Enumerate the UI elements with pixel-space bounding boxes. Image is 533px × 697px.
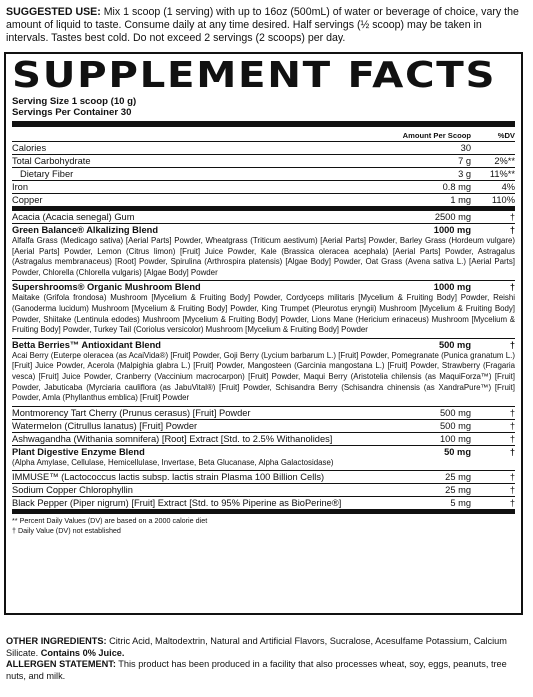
suggested-use-text: Mix 1 scoop (1 serving) with up to 16oz (500mL) of water or beverage of choice, vary the amount of liquid to taste. Consume daily at any time desired. Half servings (½ scoop) may be taken in intervals. Tastes best cold. Do not exceed 2 servings (2 scoops) per day. xyxy=(6,6,519,44)
ingredient-row xyxy=(12,420,515,433)
nutrient-row xyxy=(12,168,515,181)
ingredient-amount: 500 mg xyxy=(439,420,471,431)
suggested-use xyxy=(6,6,527,45)
dv-header: %DV xyxy=(497,131,515,140)
panel-title: SUPPLEMENT FACTS xyxy=(12,55,497,96)
ingredient-row xyxy=(12,484,515,497)
ingredient-line xyxy=(12,484,515,496)
nutrient-name: Copper xyxy=(12,195,43,205)
ingredient-row xyxy=(12,281,515,338)
ingredient-dv: † xyxy=(509,498,515,509)
ingredient-blend-description: Acai Berry (Euterpe oleracea (as AcaiVida®) [Fruit] Powder, Goji Berry (Lycium barbarum L.) [Fruit] Powder, Pomegranate (Punica granatum L.) [Fruit] Juice Powder, Acerola (Malpighia glabra L.) [Fruit] Powder, Mangosteen (Garcinia mangostana L.) [Fruit] Powder, Strawberry (Fragaria vesca) [Fruit] Juice Powder, Cranberry (Vaccinium macrocarpon) [Fruit] Powder, Maqui Berry (Aristotelia chilensis (as MaquiForza™) [Fruit] Powder, Jabuticaba (Myrciaria cauliflora (as JabuVital®) [Fruit] Powder, Schisandra Berry (Schisandra chinensis (as XandraPure™) [Fruit] Powder, Amla (Phyllanthus emblica) [Fruit] Powder xyxy=(12,350,515,403)
ingredient-blend-description: Maitake (Grifola frondosa) Mushroom [Mycelium & Fruiting Body] Powder, Cordyceps militaris [Mycelium & Fruiting Body] Powder, Reishi (Ganoderma lucidum) Mushroom [Mycelium & Fruiting Body] Powder, King Trumpet (Pleurotus eryngii) Mushroom [Mycelium & Fruiting Body] Powder, Shiitake (Lentinula edodes) Mushroom [Mycelium & Fruiting Body] Powder, Lions Mane (Hericium erinaceus) Mushroom [Mycelium & Fruiting Body] Powder, Turkey Tail (Coriolus versicolor) Mushroom [Mycelium & Fruiting Body] Powder xyxy=(12,293,515,335)
ingredient-amount: 500 mg xyxy=(438,339,471,350)
nutrient-name: Iron xyxy=(12,182,29,192)
other-ingredients-label: OTHER INGREDIENTS: xyxy=(6,636,107,646)
nutrient-name: Total Carbohydrate xyxy=(12,156,91,166)
allergen-statement xyxy=(6,659,527,682)
ingredient-row xyxy=(12,339,515,407)
ingredient-name: Watermelon (Citrullus lanatus) [Fruit] Powder xyxy=(12,420,198,431)
ingredient-amount: 1000 mg xyxy=(433,282,471,293)
juice-statement: Contains 0% Juice. xyxy=(40,647,125,658)
ingredient-line xyxy=(12,281,515,293)
ingredient-line xyxy=(12,407,515,419)
ingredient-line xyxy=(12,446,515,458)
nutrient-amount: 30 xyxy=(460,143,471,153)
nutrient-amount: 3 g xyxy=(458,169,471,179)
ingredient-row xyxy=(12,211,515,224)
ingredient-dv: † xyxy=(509,407,515,418)
nutrient-row xyxy=(12,194,515,207)
ingredient-dv: † xyxy=(509,446,515,457)
ingredient-name: Supershrooms® Organic Mushroom Blend xyxy=(12,282,201,293)
ingredient-name: Plant Digestive Enzyme Blend xyxy=(12,446,145,457)
ingredient-amount: 100 mg xyxy=(439,433,471,444)
ingredient-amount: 2500 mg xyxy=(434,212,471,222)
ingredient-row xyxy=(12,224,515,281)
ingredient-dv: † xyxy=(509,225,515,235)
suggested-use-label: SUGGESTED USE: xyxy=(6,6,101,18)
nutrient-amount: 0.8 mg xyxy=(442,182,471,192)
ingredient-dv: † xyxy=(509,472,515,483)
ingredient-list xyxy=(12,211,515,510)
other-ingredients-text: Citric Acid, Maltodextrin, Natural and Artificial Flavors, Sucralose, Acesulfame Potassium, Calcium Silicate. xyxy=(6,636,507,658)
ingredient-line xyxy=(12,433,515,445)
footnote-dagger: † Daily Value (DV) not established xyxy=(12,525,121,535)
ingredient-row xyxy=(12,446,515,472)
ingredient-name: Betta Berries™ Antioxidant Blend xyxy=(12,339,161,350)
supplement-facts-panel xyxy=(4,52,523,615)
ingredient-dv: † xyxy=(509,420,515,431)
nutrient-row xyxy=(12,181,515,194)
ingredient-row xyxy=(12,471,515,484)
ingredient-dv: † xyxy=(509,339,515,350)
serving-size: Serving Size 1 scoop (10 g) xyxy=(12,96,137,107)
servings-per-container: Servings Per Container 30 xyxy=(12,107,132,118)
ingredient-amount: 500 mg xyxy=(439,407,471,418)
ingredient-line xyxy=(12,211,515,223)
nutrient-name: Calories xyxy=(12,143,47,153)
ingredient-line xyxy=(12,224,515,236)
other-ingredients xyxy=(6,636,527,659)
nutrient-name: Dietary Fiber xyxy=(20,169,74,179)
nutrient-dv: 11%** xyxy=(489,169,515,179)
amount-header: Amount Per Scoop xyxy=(402,131,471,140)
ingredient-dv: † xyxy=(509,282,515,293)
ingredient-blend-description: (Alpha Amylase, Cellulase, Hemicellulase, Invertase, Beta Glucanase, Alpha Galactosidase) xyxy=(12,457,334,467)
ingredient-line xyxy=(12,420,515,432)
ingredient-name: IMMUSE™ (Lactococcus lactis subsp. lactis strain Plasma 100 Billion Cells) xyxy=(12,472,325,483)
ingredient-amount: 5 mg xyxy=(450,498,471,509)
nutrient-dv: 110% xyxy=(491,195,515,205)
ingredient-dv: † xyxy=(509,433,515,444)
ingredient-name: Green Balance® Alkalizing Blend xyxy=(12,225,158,235)
allergen-label: ALLERGEN STATEMENT: xyxy=(6,659,116,670)
ingredient-amount: 25 mg xyxy=(445,485,471,496)
ingredient-dv: † xyxy=(509,485,515,496)
ingredient-blend-description: Alfalfa Grass (Medicago sativa) [Aerial Parts] Powder, Wheatgrass (Triticum aestivum) [Aerial Parts] Powder, Barley Grass (Hordeum vulgare) [Aerial Parts] Powder, Lemon (Citrus limon) [Fruit] Juice Powder, Kale (Brassica oleracea acephala) [Aerial Parts] Powder, Astragalus (Astragalus membranaceus) [Root] Powder, Spirulina (Arthrospira platensis) [Algae Body] Powder, Oat Grass (Avena sativa L.) [Aerial Parts] Powder, Chlorella (Chlorella vulgaris) [Algae Body] Powder xyxy=(12,236,515,277)
ingredient-name: Acacia (Acacia senegal) Gum xyxy=(12,212,135,222)
bottom-statements xyxy=(6,636,527,682)
column-header xyxy=(12,127,515,142)
ingredient-line xyxy=(12,497,515,509)
ingredient-name: Black Pepper (Piper nigrum) [Fruit] Extract [Std. to 95% Piperine as BioPerine®] xyxy=(12,498,342,509)
ingredient-line xyxy=(12,339,515,351)
ingredient-row xyxy=(12,497,515,510)
ingredient-row xyxy=(12,433,515,446)
footnote-dv: ** Percent Daily Values (DV) are based on a 2000 calorie diet xyxy=(12,516,208,526)
ingredient-amount: 1000 mg xyxy=(433,225,471,235)
nutrient-row xyxy=(12,142,515,155)
nutrient-row xyxy=(12,155,515,168)
nutrient-amount: 1 mg xyxy=(450,195,471,205)
ingredient-row xyxy=(12,407,515,420)
nutrient-list xyxy=(12,142,515,207)
ingredient-line xyxy=(12,471,515,483)
nutrient-dv: 2%** xyxy=(494,156,515,166)
nutrient-dv: 4% xyxy=(501,182,515,192)
ingredient-name: Montmorency Tart Cherry (Prunus cerasus) [Fruit] Powder xyxy=(12,407,251,418)
nutrient-amount: 7 g xyxy=(458,156,471,166)
allergen-text: This product has been produced in a facility that also processes wheat, soy, eggs, peanuts, tree nuts, and milk. xyxy=(6,659,507,681)
ingredient-amount: 50 mg xyxy=(444,446,471,457)
ingredient-name: Ashwagandha (Withania somnifera) [Root] Extract [Std. to 2.5% Withanolides] xyxy=(12,433,333,444)
ingredient-amount: 25 mg xyxy=(445,472,471,483)
footnotes xyxy=(12,514,515,535)
ingredient-dv: † xyxy=(509,212,515,222)
ingredient-name: Sodium Copper Chlorophyllin xyxy=(12,485,133,496)
